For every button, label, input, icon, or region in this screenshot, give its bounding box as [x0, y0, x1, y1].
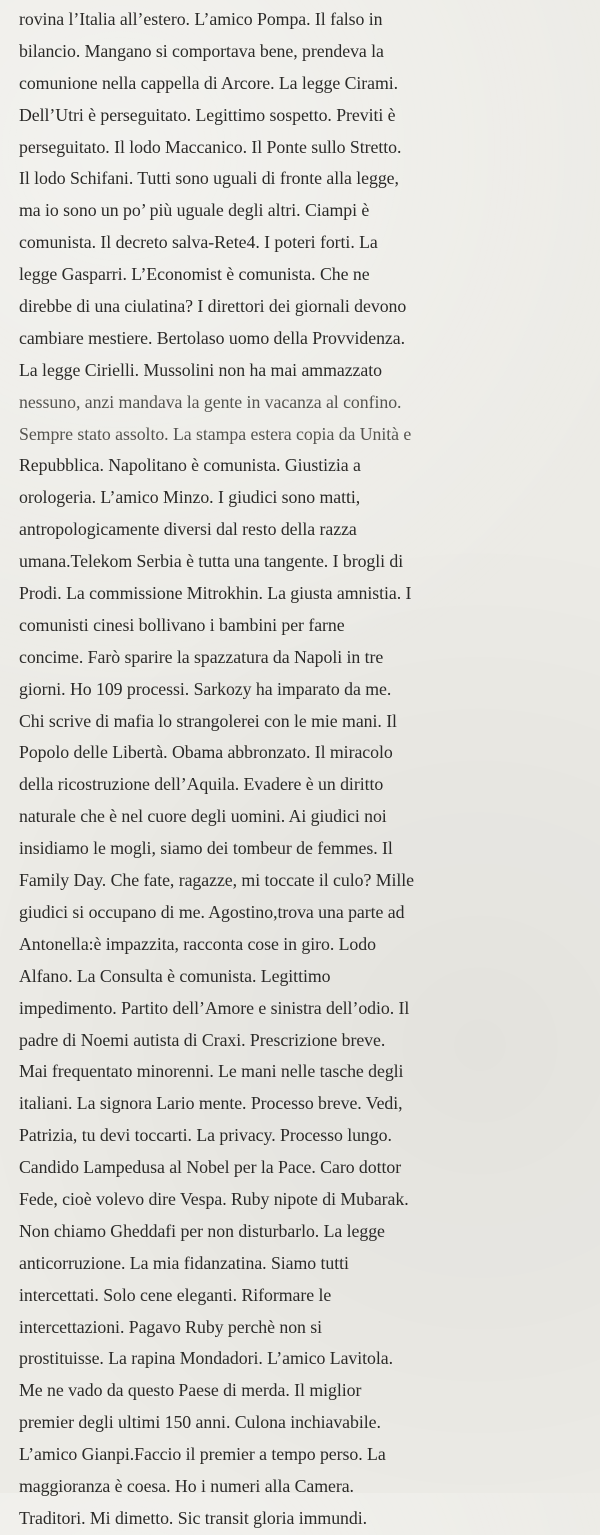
article-line: legge Gasparri. L’Economist è comunista. Che ne — [19, 264, 370, 285]
article-line: comunista. Il decreto salva-Rete4. I poteri forti. La — [19, 232, 378, 253]
article-line: Il lodo Schifani. Tutti sono uguali di fronte alla legge, — [19, 168, 399, 189]
article-line: naturale che è nel cuore degli uomini. Ai giudici noi — [19, 806, 387, 827]
article-line: antropologicamente diversi dal resto della razza — [19, 519, 357, 540]
article-line: Chi scrive di mafia lo strangolerei con le mie mani. Il — [19, 710, 397, 731]
article-line: impedimento. Partito dell’Amore e sinistra dell’odio. Il — [19, 997, 410, 1018]
article-line: intercettati. Solo cene eleganti. Riformare le — [19, 1284, 332, 1305]
article-line: nessuno, anzi mandava la gente in vacanza al confino. — [19, 391, 402, 412]
article-line: Prodi. La commissione Mitrokhin. La giusta amnistia. I — [19, 583, 412, 604]
article-line: orologeria. L’amico Minzo. I giudici sono matti, — [19, 487, 361, 508]
article-line: Fede, cioè volevo dire Vespa. Ruby nipote di Mubarak. — [19, 1188, 409, 1209]
article-line: Popolo delle Libertà. Obama abbronzato. Il miracolo — [19, 742, 393, 763]
article-line: umana.Telekom Serbia è tutta una tangente. I brogli di — [19, 551, 404, 572]
article-line: Antonella:è impazzita, racconta cose in giro. Lodo — [19, 933, 376, 954]
article-line: rovina l’Italia all’estero. L’amico Pompa. Il falso in — [19, 9, 383, 29]
article-line: della ricostruzione dell’Aquila. Evadere è un diritto — [19, 774, 384, 795]
article-line: insidiamo le mogli, siamo dei tombeur de femmes. Il — [19, 838, 393, 859]
article-line: Repubblica. Napolitano è comunista. Giustizia a — [19, 455, 361, 476]
article-line: ma io sono un po’ più uguale degli altri. Ciampi è — [19, 200, 370, 221]
article-line: premier degli ultimi 150 anni. Culona inchiavabile. — [19, 1412, 381, 1433]
article-line: Family Day. Che fate, ragazze, mi toccate il culo? Mille — [19, 870, 414, 891]
article-line: La legge Cirielli. Mussolini non ha mai ammazzato — [19, 359, 382, 380]
article-line: giudici si occupano di me. Agostino,trova una parte ad — [19, 901, 405, 922]
article-line: Alfano. La Consulta è comunista. Legittimo — [19, 965, 331, 986]
article-line: comunisti cinesi bollivano i bambini per farne — [19, 614, 345, 635]
article-line: direbbe di una ciulatina? I direttori dei giornali devono — [19, 296, 407, 317]
article-line: Patrizia, tu devi toccarti. La privacy. Processo lungo. — [19, 1125, 392, 1146]
article-line: perseguitato. Il lodo Maccanico. Il Ponte sullo Stretto. — [19, 136, 402, 157]
article-line: Mai frequentato minorenni. Le mani nelle tasche degli — [19, 1061, 404, 1082]
article-line: intercettazioni. Pagavo Ruby perchè non si — [19, 1316, 323, 1337]
article-line: giorni. Ho 109 processi. Sarkozy ha imparato da me. — [19, 678, 392, 699]
article-line: anticorruzione. La mia fidanzatina. Siamo tutti — [19, 1252, 349, 1273]
article-line: prostituisse. La rapina Mondadori. L’amico Lavitola. — [19, 1348, 394, 1369]
article-line: Dell’Utri è perseguitato. Legittimo sospetto. Previti è — [19, 104, 396, 125]
article-line: padre di Noemi autista di Craxi. Prescrizione breve. — [19, 1029, 386, 1050]
article-line: concime. Farò sparire la spazzatura da Napoli in tre — [19, 646, 384, 667]
article-line: Traditori. Mi dimetto. Sic transit gloria immundi. — [19, 1507, 368, 1528]
article-line: Sempre stato assolto. La stampa estera copia da Unità e — [19, 423, 412, 444]
article-line: L’amico Gianpi.Faccio il premier a tempo perso. La — [19, 1444, 386, 1465]
article-line: cambiare mestiere. Bertolaso uomo della Provvidenza. — [19, 327, 405, 348]
article-text-column — [19, 4, 599, 1535]
article-line: bilancio. Mangano si comportava bene, prendeva la — [19, 40, 384, 61]
article-line: Candido Lampedusa al Nobel per la Pace. Caro dottor — [19, 1157, 402, 1178]
article-line: maggioranza è coesa. Ho i numeri alla Camera. — [19, 1475, 354, 1496]
article-line: italiani. La signora Lario mente. Processo breve. Vedi, — [19, 1093, 403, 1114]
article-line: comunione nella cappella di Arcore. La legge Cirami. — [19, 72, 399, 93]
article-line: Non chiamo Gheddafi per non disturbarlo. La legge — [19, 1220, 385, 1241]
article-line: Me ne vado da questo Paese di merda. Il miglior — [19, 1380, 362, 1401]
